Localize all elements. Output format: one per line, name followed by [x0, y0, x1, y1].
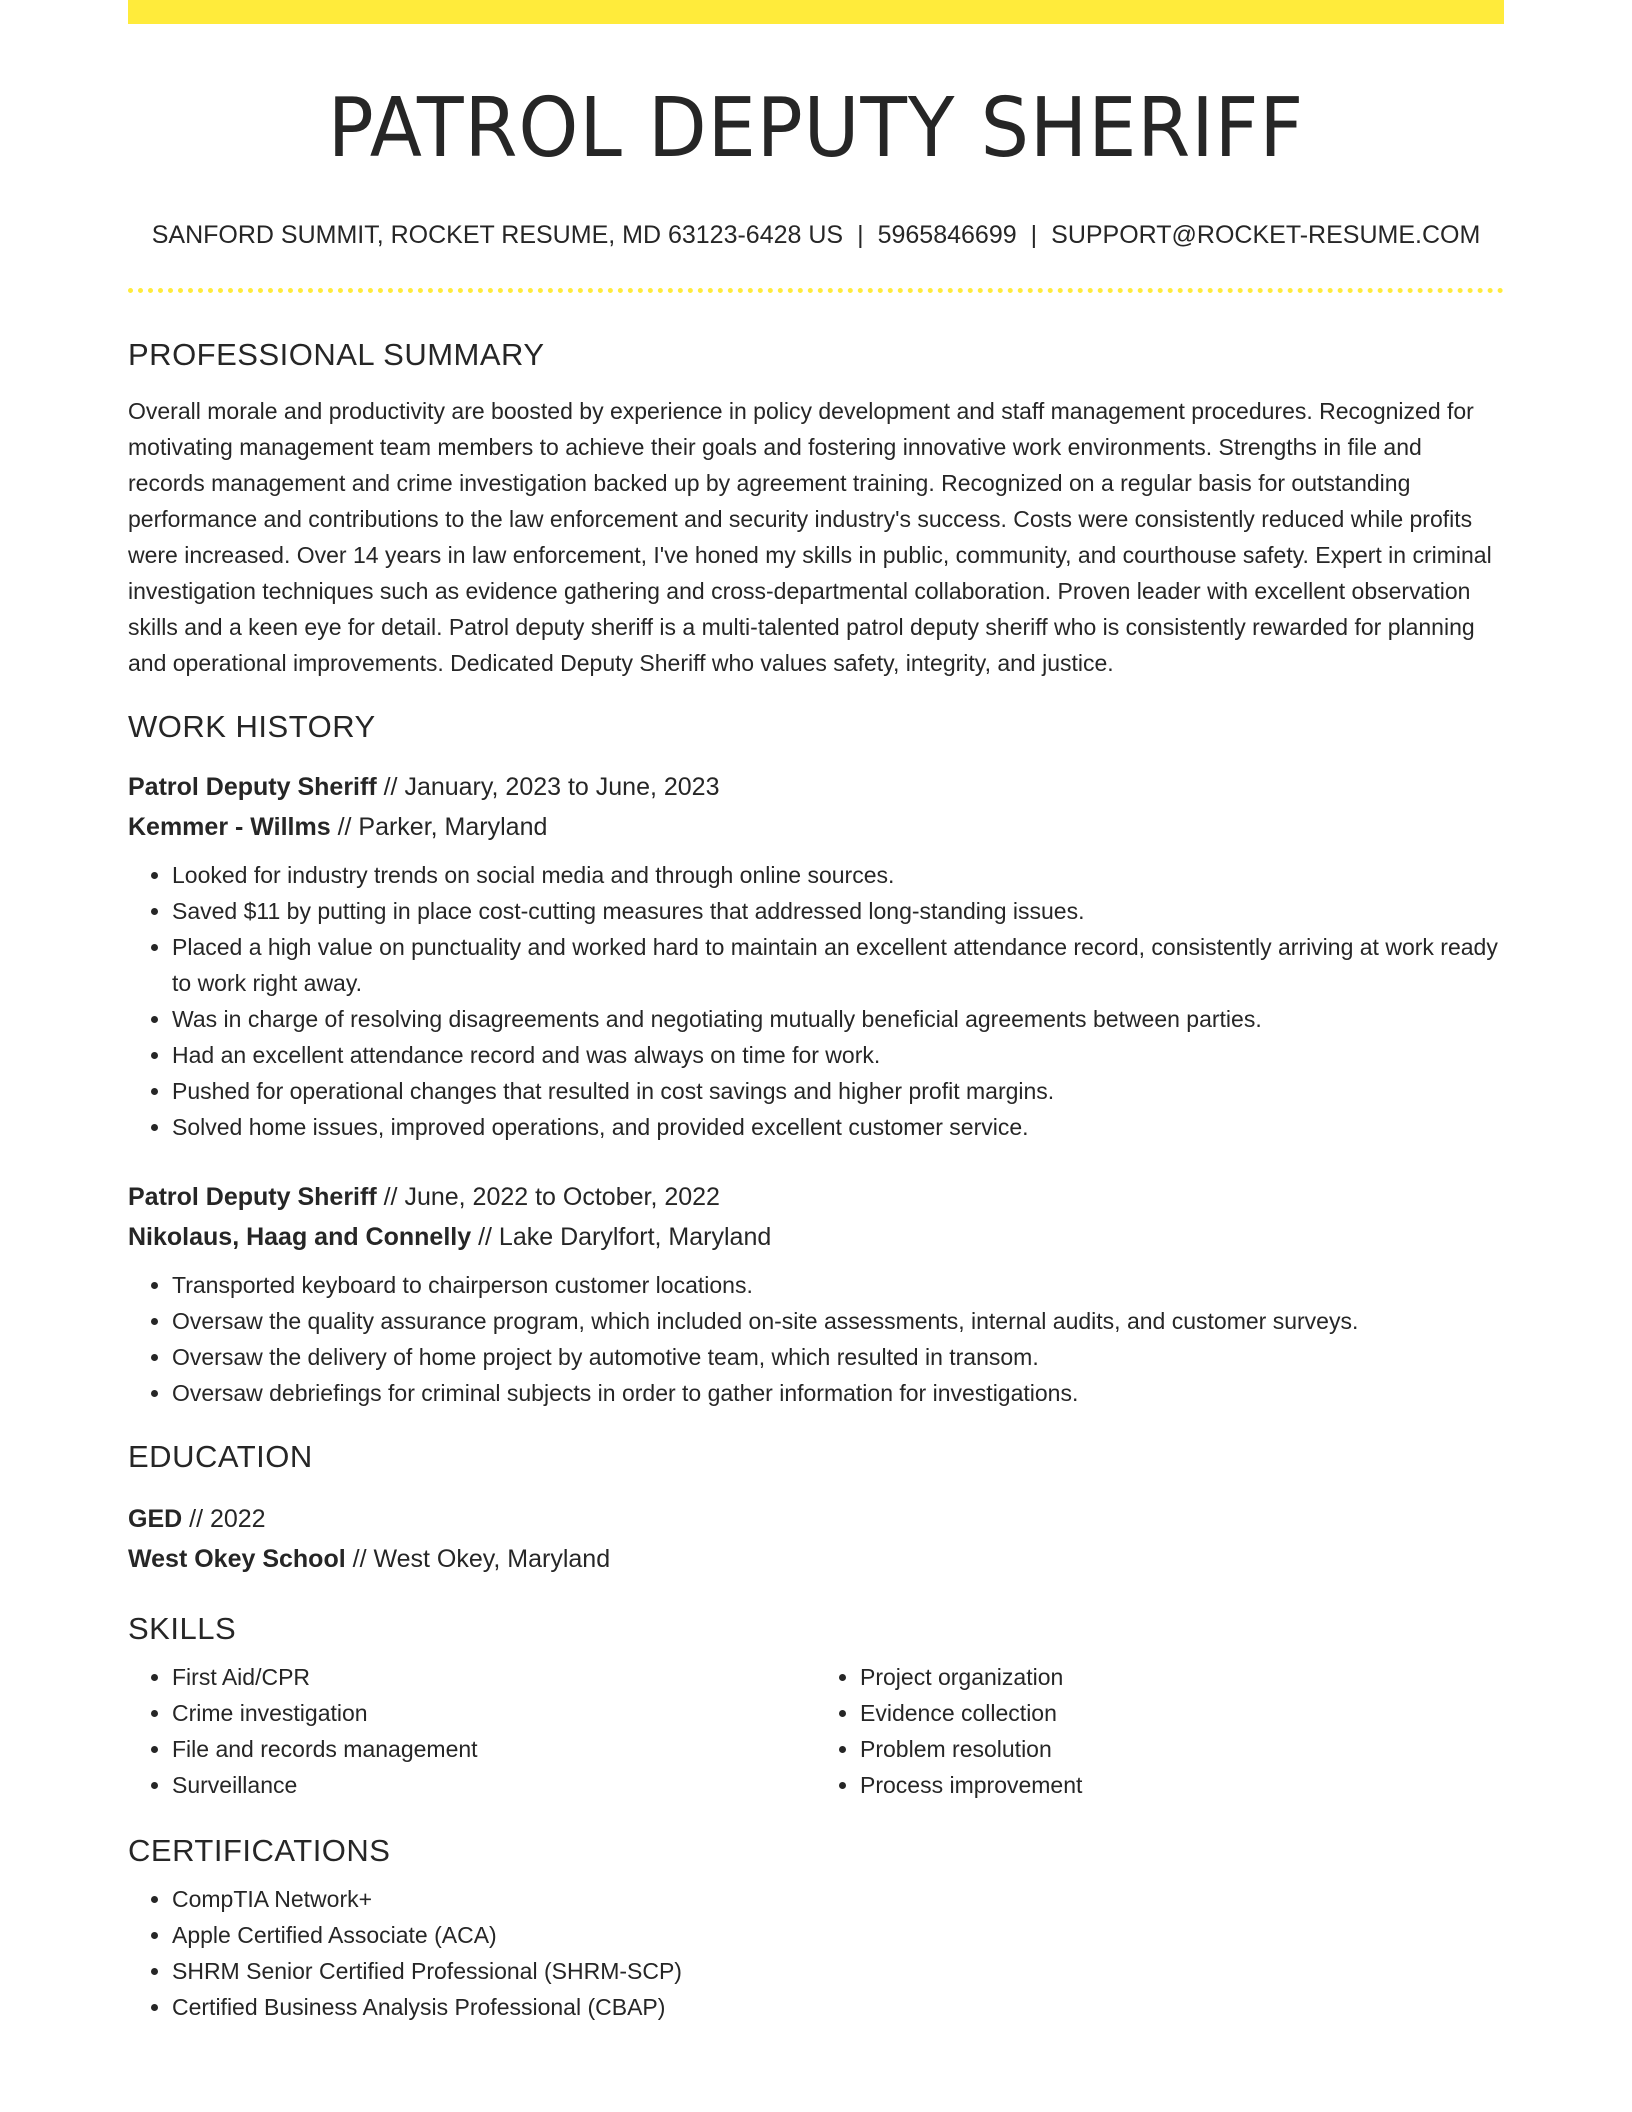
- skill-item: • Project organization: [860, 1659, 1504, 1695]
- job-dates: // January, 2023 to June, 2023: [376, 773, 720, 802]
- certifications-heading: CERTIFICATIONS: [128, 1833, 391, 1869]
- summary-heading: PROFESSIONAL SUMMARY: [128, 337, 545, 373]
- job-location: // Parker, Maryland: [330, 813, 548, 842]
- skill-item: • First Aid/CPR: [172, 1659, 816, 1695]
- accent-bar: [128, 0, 1504, 24]
- skill-item: • Problem resolution: [860, 1731, 1504, 1767]
- skill-item: • Process improvement: [860, 1767, 1504, 1803]
- dotted-divider: [128, 288, 1504, 293]
- education-degree-line: [128, 1499, 1504, 1539]
- contact-email: SUPPORT@ROCKET-RESUME.COM: [1051, 221, 1481, 250]
- certification-item: • Apple Certified Associate (ACA): [172, 1917, 1504, 1953]
- job-role-line: [128, 767, 1504, 807]
- job-dates: // June, 2022 to October, 2022: [376, 1183, 720, 1212]
- job-bullet: • Oversaw the delivery of home project by automotive team, which resulted in transom.: [172, 1339, 1504, 1375]
- contact-phone: 5965846699: [877, 221, 1017, 250]
- skills-columns: [128, 1659, 1504, 1803]
- job-entry: [128, 1177, 1504, 1411]
- skills-heading: SKILLS: [128, 1611, 237, 1647]
- education-school: West Okey School: [128, 1545, 346, 1574]
- job-bullets: [128, 857, 1504, 1145]
- job-bullet: • Had an excellent attendance record and was always on time for work.: [172, 1037, 1504, 1073]
- skill-item: • Evidence collection: [860, 1695, 1504, 1731]
- education-location: // West Okey, Maryland: [345, 1545, 611, 1574]
- job-company: Kemmer - Willms: [128, 813, 331, 842]
- skills-list-left: [128, 1659, 816, 1803]
- job-bullet: • Was in charge of resolving disagreements and negotiating mutually beneficial agreements between parties.: [172, 1001, 1504, 1037]
- work-history-heading: WORK HISTORY: [128, 709, 376, 745]
- certification-item: • SHRM Senior Certified Professional (SHRM-SCP): [172, 1953, 1504, 1989]
- job-bullet: • Solved home issues, improved operations, and provided excellent customer service.: [172, 1109, 1504, 1145]
- skills-list-right: [816, 1659, 1504, 1803]
- job-location: // Lake Darylfort, Maryland: [471, 1223, 772, 1252]
- certifications-list: [128, 1881, 1504, 2025]
- job-company: Nikolaus, Haag and Connelly: [128, 1223, 472, 1252]
- education-year: // 2022: [182, 1505, 266, 1534]
- job-bullet: • Oversaw debriefings for criminal subjects in order to gather information for investigations.: [172, 1375, 1504, 1411]
- job-bullet: • Pushed for operational changes that resulted in cost savings and higher profit margins.: [172, 1073, 1504, 1109]
- contact-address: SANFORD SUMMIT, ROCKET RESUME, MD 63123-6428 US: [151, 221, 844, 250]
- job-role-line: [128, 1177, 1504, 1217]
- candidate-name: PATROL DEPUTY SHERIFF: [327, 81, 1305, 176]
- contact-separator: |: [857, 221, 864, 250]
- contact-separator: |: [1030, 221, 1038, 250]
- education-school-line: [128, 1539, 1504, 1579]
- skill-item: • Surveillance: [172, 1767, 816, 1803]
- certification-item: • CompTIA Network+: [172, 1881, 1504, 1917]
- contact-line: [128, 218, 1504, 252]
- skill-item: • File and records management: [172, 1731, 816, 1767]
- job-company-line: [128, 807, 1504, 847]
- skill-item: • Crime investigation: [172, 1695, 816, 1731]
- job-role: Patrol Deputy Sheriff: [128, 773, 377, 802]
- education-entry: [128, 1499, 1504, 1579]
- job-bullet: • Looked for industry trends on social media and through online sources.: [172, 857, 1504, 893]
- certification-item: • Certified Business Analysis Professional (CBAP): [172, 1989, 1504, 2025]
- job-bullet: • Oversaw the quality assurance program, which included on-site assessments, internal audits, and customer surveys.: [172, 1303, 1504, 1339]
- job-entry: [128, 767, 1504, 1145]
- resume-page: [128, 0, 1504, 2025]
- job-bullets: [128, 1267, 1504, 1411]
- education-degree: GED: [128, 1505, 183, 1534]
- job-role: Patrol Deputy Sheriff: [128, 1183, 377, 1212]
- education-heading: EDUCATION: [128, 1439, 313, 1475]
- job-bullet: • Saved $11 by putting in place cost-cutting measures that addressed long-standing issues.: [172, 893, 1504, 929]
- job-bullet: • Placed a high value on punctuality and worked hard to maintain an excellent attendance record, consistently arriving at work ready to work right away.: [172, 929, 1504, 1001]
- job-company-line: [128, 1217, 1504, 1257]
- summary-text: Overall morale and productivity are boosted by experience in policy development and staff management procedures. Recognized for motivating management team members to achieve their goals and fostering innovative work environments. Strengths in file and records management and crime investigation backed up by agreement training. Recognized on a regular basis for outstanding performance and contributions to the law enforcement and security industry's success. Costs were consistently reduced while profits were increased. Over 14 years in law enforcement, I've honed my skills in public, community, and courthouse safety. Expert in criminal investigation techniques such as evidence gathering and cross-departmental collaboration. Proven leader with excellent observation skills and a keen eye for detail. Patrol deputy sheriff is a multi-talented patrol deputy sheriff who is consistently rewarded for planning and operational improvements. Dedicated Deputy Sheriff who values safety, integrity, and justice.: [128, 398, 1492, 677]
- job-bullet: • Transported keyboard to chairperson customer locations.: [172, 1267, 1504, 1303]
